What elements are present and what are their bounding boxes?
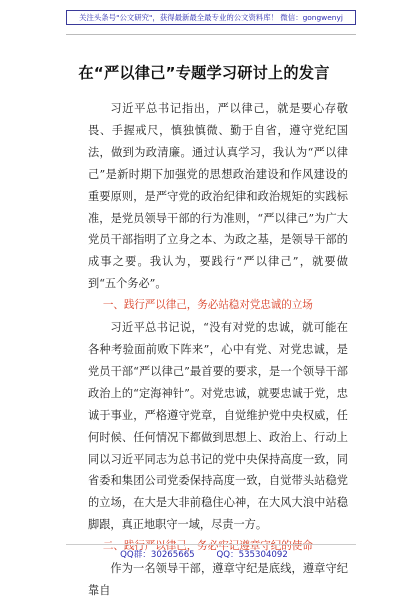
- promo-banner-text: 关注头条号"公文研究"，获得最新最全最专业的公文资料库！ 微信：gongwenyj: [79, 13, 343, 22]
- footer-divider: [66, 544, 356, 545]
- header-divider: [66, 34, 356, 35]
- body-paragraph: 习近平总书记说，“没有对党的忠诚，就可能在各种考验面前败下阵来”，心中有党、对党忠诚，是党员干部“严以律己”最首要的要求，是一个领导干部政治上的“定海神针”。对党忠诚，就要忠诚于党，忠诚于事业，严格遵守党章，自觉维护党中央权威，任何时候、任何情况下都做到思想上、政治上、行动上同以习近平同志为总书记的党中央保持高度一致，同省委和集团公司党委保持高度一致，自觉带头站稳党的立场，在大是大非前稳住心神，在大风大浪中站稳脚跟，真正地职守一域，尽责一方。: [88, 321, 348, 532]
- document-body: [88, 98, 348, 602]
- contact-footer: QQ群：30265665 QQ：535304092: [120, 550, 288, 560]
- document-title: 在“严以律己”专题学习研讨上的发言: [78, 64, 330, 82]
- body-paragraph: 作为一名领导干部，遵章守纪是底线，遵章守纪靠自: [88, 562, 348, 597]
- promo-banner: [66, 10, 356, 25]
- section-heading: 一、践行严以律己，务必站稳对党忠诚的立场: [102, 299, 313, 312]
- section-heading: 二、践行严以律己，务必牢记遵章守纪的使命: [102, 540, 313, 553]
- body-paragraph: 习近平总书记指出，严以律己，就是要心存敬畏、手握戒尺，慎独慎微、勤于自省，遵守党纪国法，做到为政清廉。通过认真学习，我认为“严以律己”是新时期下加强党的思想政治建设和作风建设的重要原则，是严守党的政治纪律和政治规矩的实践标准，是党员领导干部的行为准则，“严以律己”为广大党员干部指明了立身之本、为政之基，是领导干部的成事之要。我认为，要践行“严以律己”，就要做到“五个务必”。: [88, 102, 348, 291]
